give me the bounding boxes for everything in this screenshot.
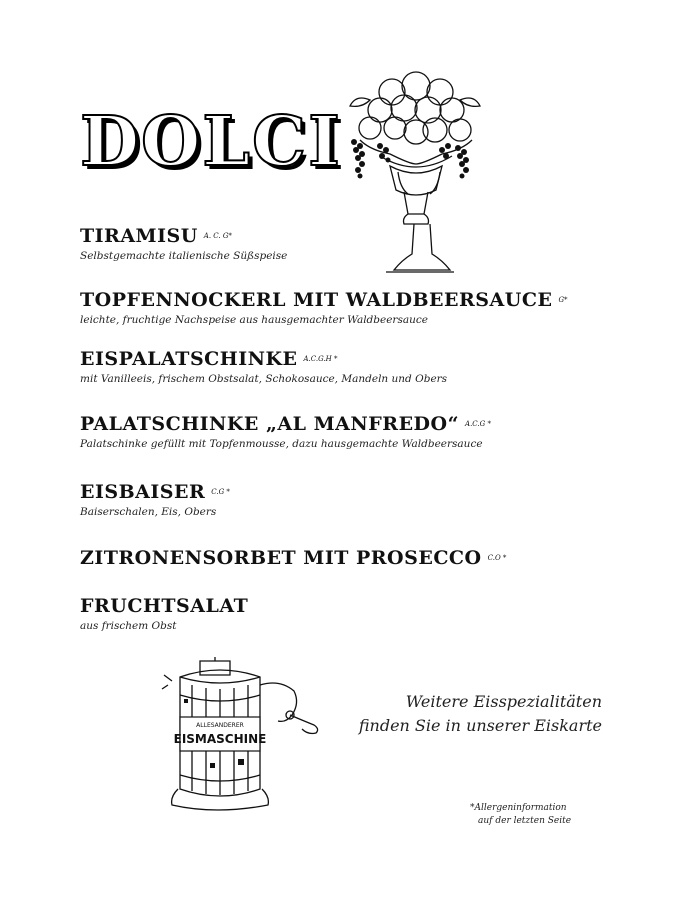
allergen-codes: G*: [558, 296, 568, 305]
item-description: leichte, fruchtige Nachspeise aus hausgemachter Waldbeersauce: [80, 313, 428, 326]
item-name-text: ZITRONENSORBET MIT PROSECCO: [80, 547, 482, 569]
machine-label-line1: ALLESANDERER: [196, 722, 244, 729]
item-name-text: PALATSCHINKE „AL MANFREDO“: [80, 413, 460, 435]
menu-item-fruchtsalat: [80, 596, 248, 632]
note-line-2: finden Sie in unserer Eiskarte: [358, 716, 602, 735]
item-description: mit Vanilleeis, frischem Obstsalat, Schokosauce, Mandeln und Obers: [80, 372, 448, 385]
machine-label-line2: EISMASCHINE: [173, 732, 267, 746]
allergen-codes: C.O *: [487, 554, 507, 563]
menu-item-eispalatschinke: [80, 349, 447, 385]
page-title: DOLCI: [80, 102, 342, 182]
item-name-text: FRUCHTSALAT: [80, 595, 249, 617]
item-name: [80, 596, 248, 617]
item-name: [80, 482, 230, 503]
item-description: Selbstgemachte italienische Süßspeise: [80, 249, 288, 262]
footnote-line-1: *Allergeninformation: [470, 803, 567, 813]
item-name: [80, 290, 568, 311]
allergen-footnote: [470, 802, 571, 828]
item-name: [80, 548, 506, 569]
item-name: [80, 226, 287, 247]
fruit-vase-illustration: [340, 70, 500, 280]
allergen-codes: A. C. G*: [203, 232, 232, 241]
menu-item-palatschinke-al-manfredo: [80, 414, 491, 450]
ice-cream-machine-illustration: [150, 655, 335, 815]
item-name-text: EISPALATSCHINKE: [80, 348, 298, 370]
item-name: [80, 349, 447, 370]
menu-item-topfennockerl: [80, 290, 568, 326]
item-name-text: EISBAISER: [80, 481, 206, 503]
menu-item-eisbaiser: [80, 482, 230, 518]
item-name: [80, 414, 491, 435]
allergen-codes: A.C.G.H *: [303, 355, 338, 364]
item-description: Palatschinke gefüllt mit Topfenmousse, dazu hausgemachte Waldbeersauce: [80, 437, 483, 450]
allergen-codes: A.C.G *: [465, 420, 491, 429]
menu-item-tiramisu: [80, 226, 287, 262]
item-name-text: TOPFENNOCKERL MIT WALDBEERSAUCE: [80, 289, 553, 311]
allergen-codes: C.G *: [211, 488, 230, 497]
ice-card-note: [359, 690, 602, 738]
item-name-text: TIRAMISU: [80, 225, 198, 247]
item-description: Baiserschalen, Eis, Obers: [80, 505, 217, 518]
note-line-1: Weitere Eisspezialitäten: [405, 692, 602, 711]
item-description: aus frischem Obst: [80, 619, 177, 632]
menu-item-zitronensorbet: [80, 548, 506, 569]
footnote-line-2: auf der letzten Seite: [478, 816, 572, 827]
